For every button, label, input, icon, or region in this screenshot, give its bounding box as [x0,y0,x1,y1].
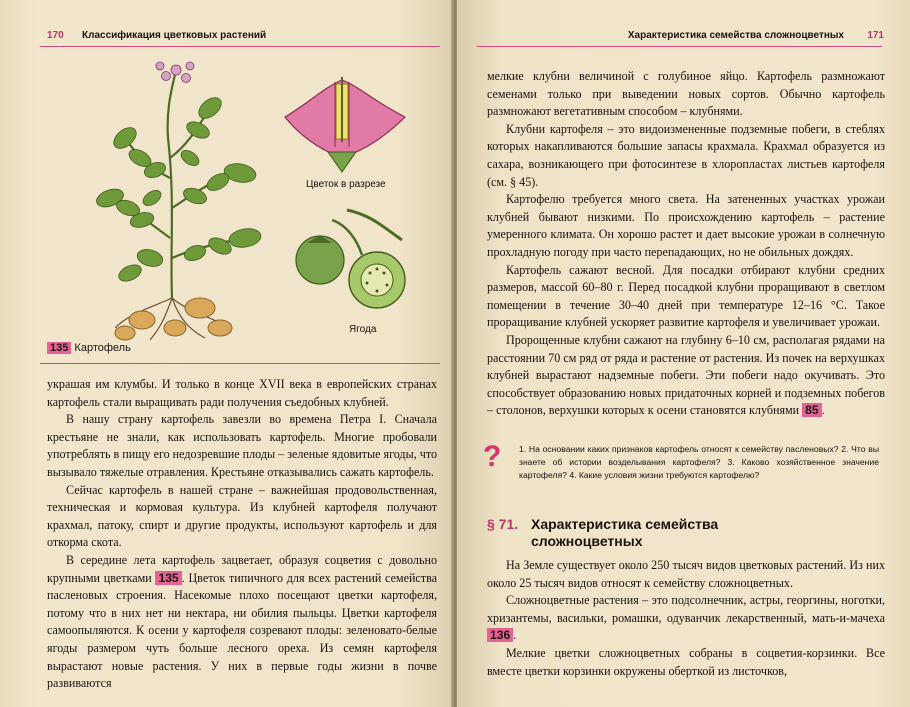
paragraph: Клубни картофеля – это видоизмененные подземные побеги, в стеблях которых накапливаются большие запасы крахмала. Крахмал образуется из сахара, возникающего при фотосинтезе в хлоропластах листьев картофеля (см. § 45). [487,121,885,189]
right-body-text [487,68,885,420]
figure-reference: 136 [487,628,513,642]
paragraph: мелкие клубни величиной с голубиное яйцо. Картофель размножают семенами только при выведении новых сортов. Обычно картофель размножают вегетативным способом – клубнями. [487,69,885,119]
caption-rule [40,363,440,364]
right-page [457,0,910,707]
paragraph: Картофель сажают весной. Для посадки отбирают клубни средних размеров, массой 60–80 г. Перед посадкой клубни проращивают в светлом помещении в течение 30–40 дней при температуре 12–16 °С. Такое проращивание клубней ускоряет развитие картофеля и увеличивает урожаи. [487,262,885,330]
flower-caption: Цветок в разрезе [306,179,386,190]
paragraph: Сейчас картофель в нашей стране – важнейшая продовольственная, техническая и кормовая культура. Из клубней картофеля получают крахмал, патоку, спирт и другие продукты, используют картофель и для откорма скота. [47,482,437,550]
paragraph: Пророщенные клубни сажают на глубину 6–10 см, располагая рядами на расстоянии 70 см ряд от ряда и растение от растения. Из почек на верхушках клубней вырастают надземные побеги. Эти побеги надо окучивать. Это способствует образованию новых придаточных корней и подземных побегов – столонов, верхушки которых к осени становятся клубнями 85 . [487,332,885,418]
berry-caption: Ягода [349,324,377,335]
flower-section-illustration [280,72,410,177]
figure-number-badge: 135 [47,342,71,354]
figure-reference: 135 [155,571,181,585]
header-rule [477,46,882,47]
berry-illustration [292,205,417,320]
left-body-text [47,376,437,693]
figure-reference: 85 [802,403,821,417]
page-number: 170 [47,30,64,41]
page-number: 171 [867,30,884,41]
paragraph: В середине лета картофель зацветает, образуя соцветия с довольно крупными цветками 135 . Цветок типичного для всех растений семейства пасленовых строения. Насекомые плохо посещают цветки картофеля, потому что в них нет ни нектара, ни обилия пыльцы. Цветки картофеля самоопыляются. К осени у картофеля созревают плоды: зеленовато-белые ягоды размером чуть больше лесного ореха. Из семян картофеля вырастают новые растения. У них в первые годы жизни в почве развиваются [47,552,437,691]
header-rule [40,46,440,47]
section-number: § 71. [487,516,519,532]
figure-caption-text: Картофель [74,342,131,354]
question-icon: ? [483,440,502,473]
section-body-text [487,557,885,680]
left-page [0,0,453,707]
running-head: Характеристика семейства сложноцветных [627,30,844,41]
section-title: Характеристика семейства сложноцветных [531,516,719,549]
figure-caption [47,342,131,354]
paragraph: Картофелю требуется много света. На затененных участках урожаи клубней бывают низкими. По происхождению картофель – растение умеренного климата. Он хорошо растет и дает высокие урожаи в солнечную прохладную погоду при часто перепадающих, но не обильных дождях. [487,192,885,259]
review-questions: 1. На основании каких признаков картофель относят к семейству пасленовых? 2. Что вы знаете об истории возделывания картофеля? 3. Каково хозяйственное значение картофеля? 4. Какие условия жизни требуются картофелю? [519,444,879,481]
paragraph: В нашу страну картофель завезли во времена Петра I. Сначала крестьяне не знали, как использовать картофель. Многие пробовали употреблять в пищу его недозревшие плоды – зеленые ядовитые ягоды, что вызывало тяжелые отравления. Крестьяне отказывались сажать картофель. [47,412,438,479]
paragraph: На Земле существует около 250 тысяч видов цветковых растений. Из них около 25 тысяч видов относят к семейству сложноцветных. [487,558,885,590]
paragraph: Сложноцветные растения – это подсолнечник, астры, георгины, ноготки, хризантемы, васильки, ромашки, одуванчик лекарственный, мать-и-мачеха 136 . [487,593,885,643]
paragraph: украшая им клумбы. И только в конце XVII века в европейских странах картофель стали выращивать ради получения съедобных клубней. [47,377,437,409]
running-head: Классификация цветковых растений [82,30,267,41]
paragraph: Мелкие цветки сложноцветных собраны в соцветия-корзинки. Все вместе цветки корзинки окружены оберткой из листочков, [487,645,885,678]
potato-plant-illustration [80,58,280,343]
